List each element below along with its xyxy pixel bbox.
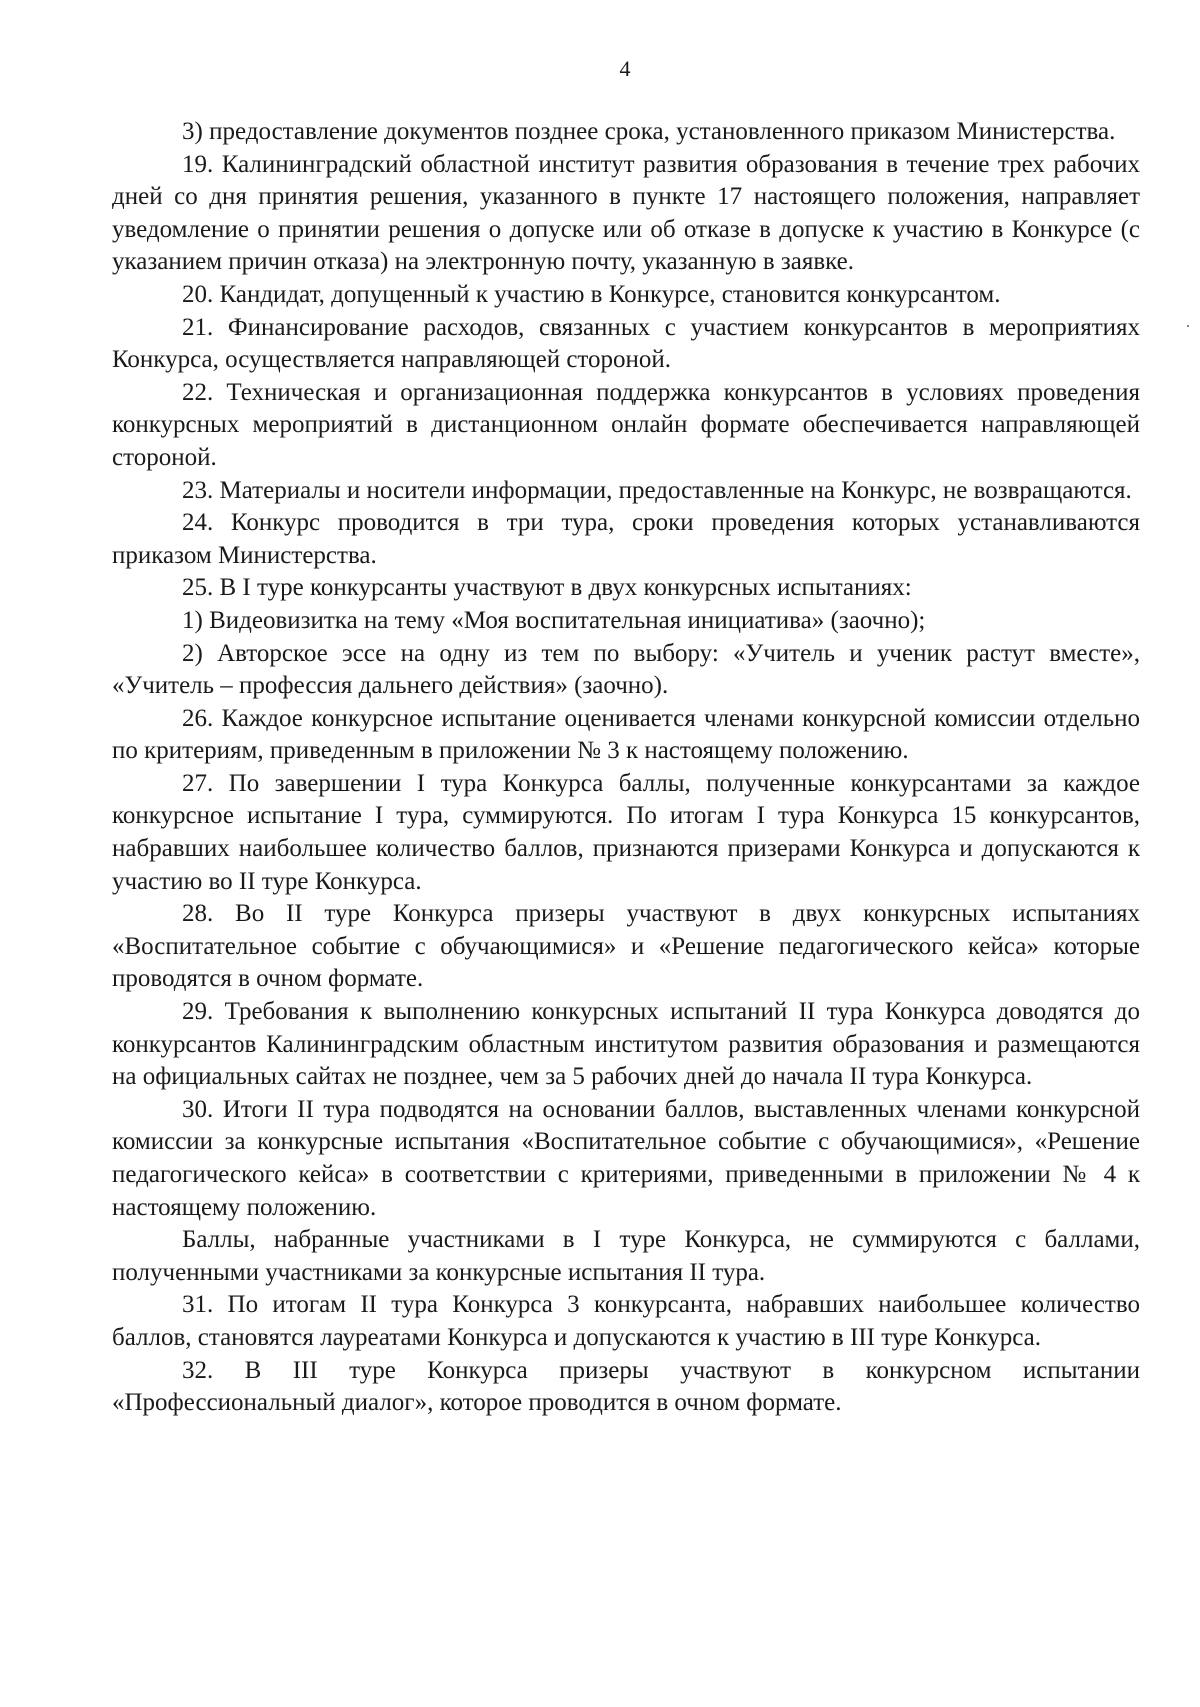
paragraph-25-item-2: 2) Авторское эссе на одну из тем по выбору: «Учитель и ученик растут вместе», «Учитель – профессия дальнего действия» (заочно).: [112, 639, 1140, 700]
page-number: 4: [619, 56, 631, 81]
paragraph-30: 30. Итоги II тура подводятся на основании баллов, выставленных членами конкурсной комиссии за конкурсные испытания «Воспитательное событие с обучающимися», «Решение педагогического кейса» в соответствии с критериями, приведенными в приложении № 4 к настоящему положению.: [112, 1095, 1140, 1221]
paragraph-21: 21. Финансирование расходов, связанных с участием конкурсантов в мероприятиях Конкурса, осуществляется направляющей стороной.: [112, 313, 1140, 374]
paragraph-22: 22. Техническая и организационная поддержка конкурсантов в условиях проведения конкурсных мероприятий в дистанционном онлайн формате обеспечивается направляющей стороной.: [112, 378, 1140, 471]
paragraph-28: 28. Во II туре Конкурса призеры участвуют в двух конкурсных испытаниях «Воспитательное событие с обучающимися» и «Решение педагогического кейса» которые проводятся в очном формате.: [112, 900, 1140, 993]
paragraph-24: 24. Конкурс проводится в три тура, сроки проведения которых устанавливаются приказом Министерства.: [112, 509, 1140, 569]
paragraph-26: 26. Каждое конкурсное испытание оценивается членами конкурсной комиссии отдельно по критериям, приведенным в приложении № 3 к настоящему положению.: [112, 704, 1140, 765]
paragraph-item-3: 3) предоставление документов позднее срока, установленного приказом Министерства.: [182, 118, 1116, 145]
paragraph-27: 27. По завершении I тура Конкурса баллы, полученные конкурсантами за каждое конкурсное испытание I тура, суммируются. По итогам I тура Конкурса 15 конкурсантов, набравших наибольшее количество баллов, признаются призерами Конкурса и допускаются к участию во II туре Конкурса.: [112, 769, 1140, 895]
paragraph-29: 29. Требования к выполнению конкурсных испытаний II тура Конкурса доводятся до конкурсантов Калининградским областным институтом развития образования и размещаются на официальных сайтах не позднее, чем за 5 рабочих дней до начала II тура Конкурса.: [112, 998, 1140, 1091]
paragraph-32: 32. В III туре Конкурса призеры участвуют в конкурсном испытании «Профессиональный диалог», которое проводится в очном формате.: [112, 1356, 1140, 1417]
scan-mark: [1187, 325, 1189, 327]
paragraph-31: 31. По итогам II тура Конкурса 3 конкурсанта, набравших наибольшее количество баллов, становятся лауреатами Конкурса и допускаются к участию в III туре Конкурса.: [112, 1291, 1140, 1351]
paragraph-25-item-1: 1) Видеовизитка на тему «Моя воспитательная инициатива» (заочно);: [182, 606, 926, 634]
paragraph-23: 23. Материалы и носители информации, предоставленные на Конкурс, не возвращаются.: [182, 476, 1132, 504]
paragraph-20: 20. Кандидат, допущенный к участию в Конкурсе, становится конкурсантом.: [182, 280, 1001, 308]
document-body: [112, 116, 1140, 1420]
paragraph-30-note: Баллы, набранные участниками в I туре Конкурса, не суммируются с баллами, полученными участниками за конкурсные испытания II тура.: [112, 1226, 1140, 1286]
paragraph-19: 19. Калининградский областной институт развития образования в течение трех рабочих дней со дня принятия решения, указанного в пункте 17 настоящего положения, направляет уведомление о принятии решения о допуске или об отказе в допуске к участию в Конкурсе (с указанием причин отказа) на электронную почту, указанную в заявке.: [112, 150, 1140, 276]
paragraph-25: 25. В I туре конкурсанты участвуют в двух конкурсных испытаниях:: [182, 574, 912, 602]
